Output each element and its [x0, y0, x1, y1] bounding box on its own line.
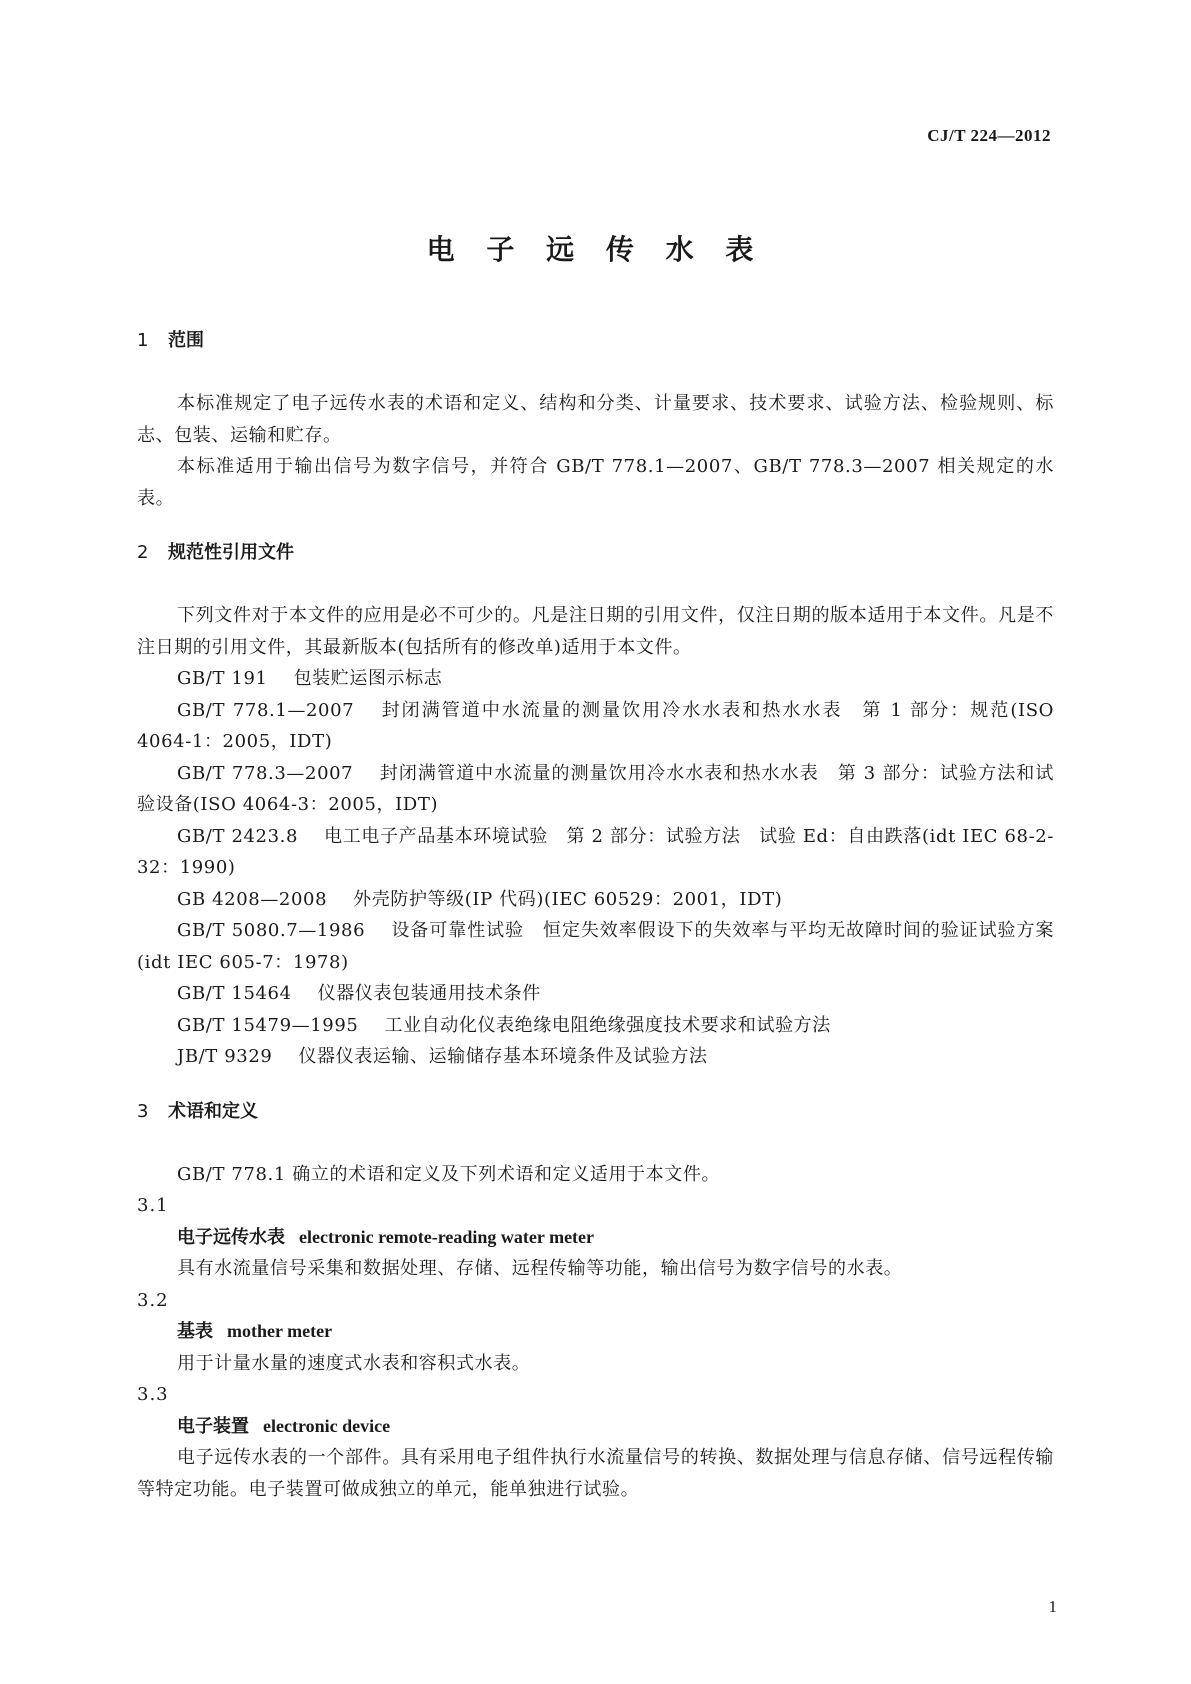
reference-title: 外壳防护等级(IP 代码)(IEC 60529：2001，IDT) [353, 888, 783, 910]
paragraph: 本标准规定了电子远传水表的术语和定义、结构和分类、计量要求、技术要求、试验方法、检验规则、标志、包装、运输和贮存。 [137, 393, 1054, 446]
reference-title: 封闭满管道中水流量的测量饮用冷水水表和热水水表 第 1 部分：规范(ISO 4064-1：2005，IDT) [137, 699, 1054, 752]
reference-code: GB/T 778.3—2007 [177, 762, 354, 784]
term-number: 3.2 [137, 1289, 169, 1311]
section-scope [137, 328, 1054, 514]
term-number: 3.1 [137, 1195, 169, 1216]
term-number: 3.3 [137, 1384, 169, 1405]
section-title: 规范性引用文件 [168, 542, 294, 563]
standard-code: CJ/T 224—2012 [927, 126, 1051, 145]
section-heading [137, 1099, 1054, 1125]
term-definition: 电子远传水表的一个部件。具有采用电子组件执行水流量信号的转换、数据处理与信息存储、信号远程传输等特定功能。电子装置可做成独立的单元，能单独进行试验。 [137, 1447, 1054, 1500]
reference-item [137, 663, 1054, 695]
section-number: 1 [137, 330, 149, 351]
term-name-zh: 电子远传水表 [177, 1226, 285, 1248]
term-entry [137, 1190, 1054, 1285]
term-title [137, 1411, 1054, 1443]
section-normative-references [137, 540, 1054, 1073]
reference-title: 电工电子产品基本环境试验 第 2 部分：试验方法 试验 Ed：自由跌落(idt IEC 68-2-32：1990) [137, 825, 1054, 878]
page-number: 1 [1048, 1597, 1057, 1616]
section-terms-definitions [137, 1099, 1054, 1506]
section-heading [137, 328, 1054, 354]
section-number: 2 [137, 542, 149, 563]
reference-code: GB/T 2423.8 [177, 825, 299, 847]
term-name-zh: 电子装置 [177, 1415, 249, 1437]
document-title: 电 子 远 传 水 表 [426, 233, 765, 266]
reference-item [137, 915, 1054, 978]
reference-item [137, 821, 1054, 884]
reference-code: GB 4208—2008 [177, 888, 328, 910]
reference-item [137, 758, 1054, 821]
reference-item [137, 884, 1054, 916]
term-entry [137, 1379, 1054, 1505]
term-definition: 具有水流量信号采集和数据处理、存储、远程传输等功能，输出信号为数字信号的水表。 [177, 1258, 903, 1279]
reference-title: 封闭满管道中水流量的测量饮用冷水水表和热水水表 第 3 部分：试验方法和试验设备(ISO 4064-3：2005，IDT) [137, 762, 1054, 815]
reference-code: GB/T 15479—1995 [177, 1014, 359, 1036]
reference-code: GB/T 191 [177, 668, 268, 689]
reference-title: 仪器仪表运输、运输储存基本环境条件及试验方法 [298, 1046, 708, 1067]
term-definition: 用于计量水量的速度式水表和容积式水表。 [177, 1352, 531, 1374]
reference-title: 包装贮运图示标志 [293, 668, 443, 689]
term-entry [137, 1285, 1054, 1380]
paragraph: 下列文件对于本文件的应用是必不可少的。凡是注日期的引用文件，仅注日期的版本适用于本文件。凡是不注日期的引用文件，其最新版本(包括所有的修改单)适用于本文件。 [137, 605, 1054, 658]
reference-code: GB/T 778.1—2007 [177, 699, 355, 721]
paragraph: GB/T 778.1 确立的术语和定义及下列术语和定义适用于本文件。 [177, 1163, 721, 1185]
document-body [137, 328, 1054, 1531]
section-title: 术语和定义 [168, 1100, 258, 1122]
term-name-zh: 基表 [177, 1321, 213, 1342]
section-title: 范围 [168, 330, 204, 351]
reference-item [137, 978, 1054, 1010]
paragraph: 本标准适用于输出信号为数字信号，并符合 GB/T 778.1—2007、GB/T 778.3—2007 相关规定的水表。 [137, 456, 1054, 509]
term-name-en: electronic remote-reading water meter [299, 1226, 595, 1247]
reference-title: 工业自动化仪表绝缘电阻绝缘强度技术要求和试验方法 [384, 1014, 831, 1036]
reference-item [137, 1041, 1054, 1073]
reference-title: 设备可靠性试验 恒定失效率假设下的失效率与平均无故障时间的验证试验方案(idt IEC 605-7：1978) [137, 920, 1055, 973]
reference-item [137, 1010, 1054, 1042]
reference-item [137, 695, 1054, 758]
reference-code: GB/T 5080.7—1986 [177, 920, 366, 941]
reference-code: GB/T 15464 [177, 983, 292, 1004]
term-name-en: electronic device [263, 1415, 391, 1436]
reference-title: 仪器仪表包装通用技术条件 [317, 983, 541, 1004]
reference-code: JB/T 9329 [177, 1046, 273, 1067]
section-number: 3 [137, 1100, 149, 1122]
term-title [137, 1222, 1054, 1254]
term-title [137, 1316, 1054, 1348]
section-heading [137, 540, 1054, 566]
term-name-en: mother meter [227, 1321, 333, 1341]
